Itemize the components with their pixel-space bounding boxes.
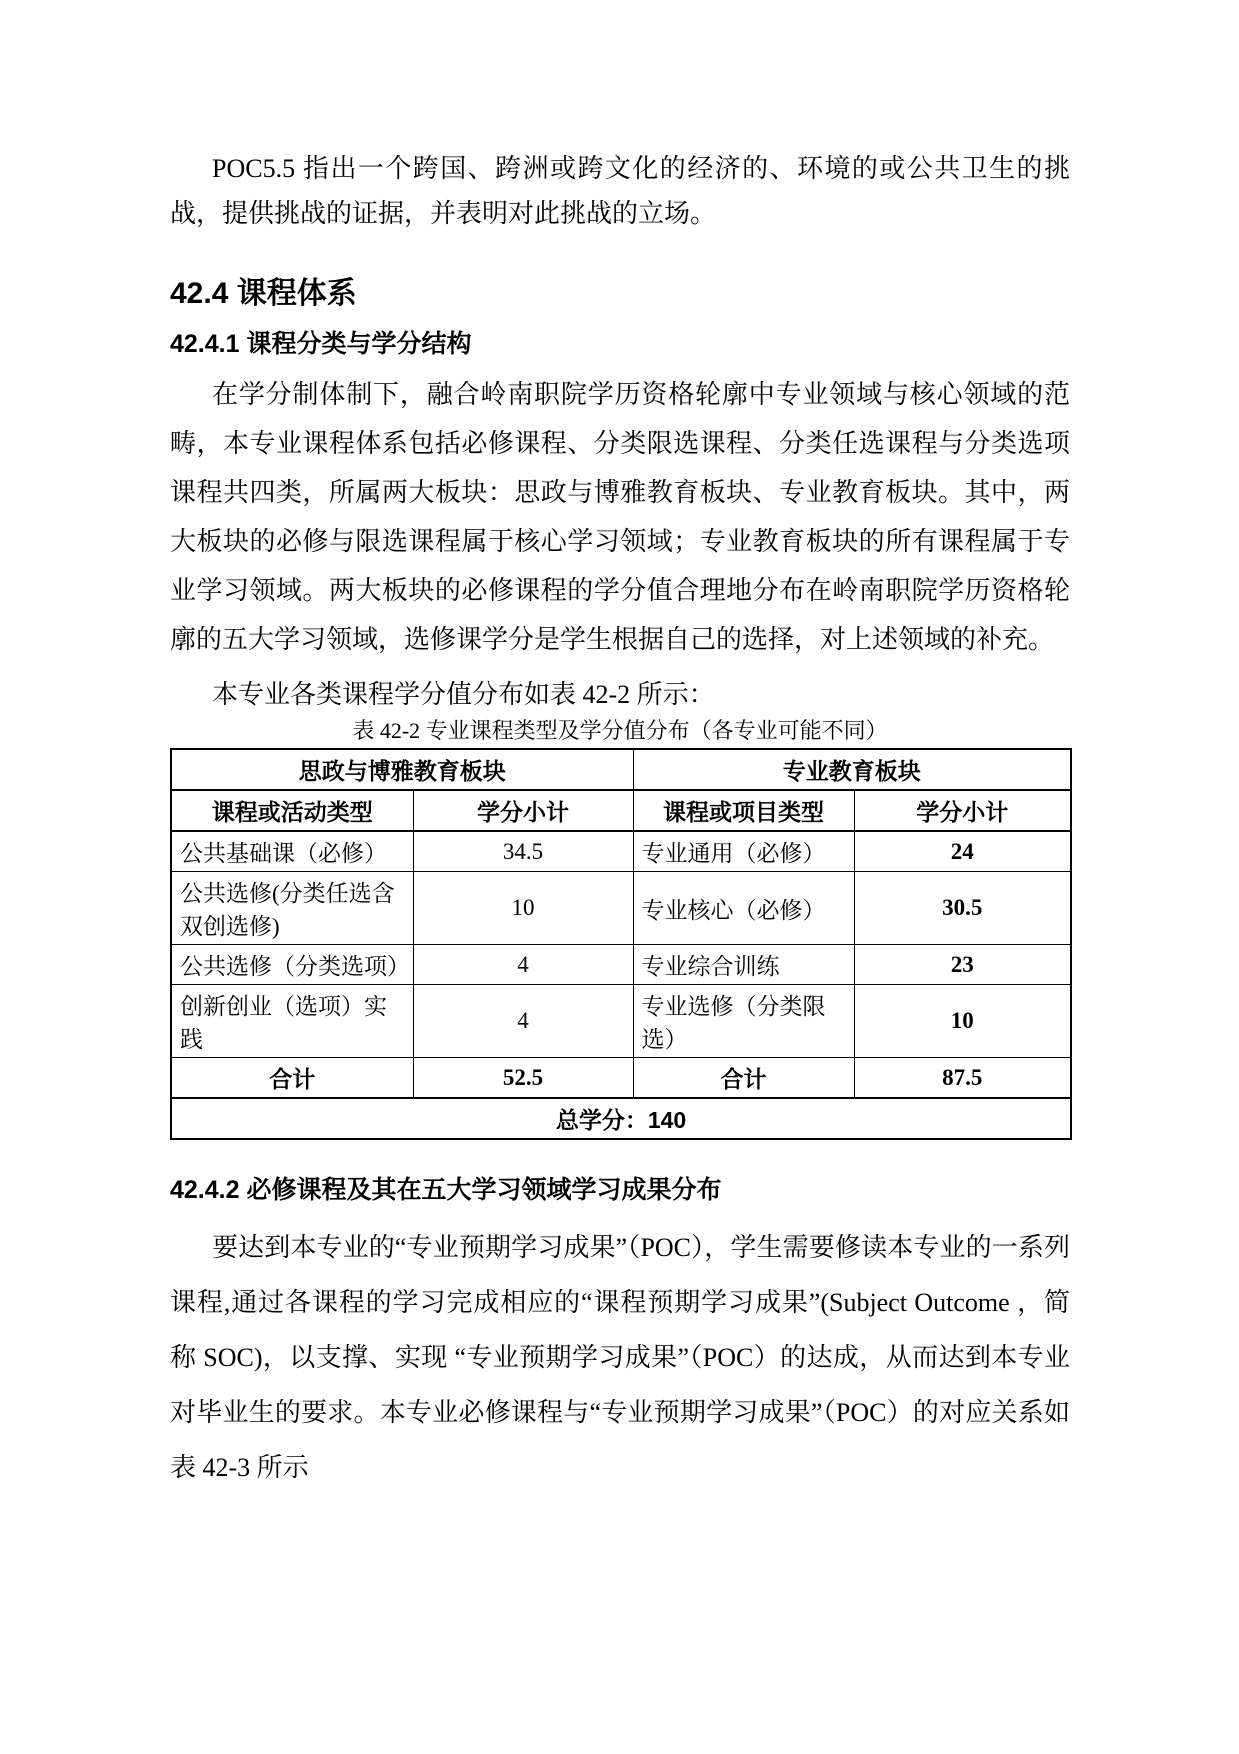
sub-heading-42-4-1: 42.4.1 课程分类与学分结构 [170,330,472,358]
table-cell: 24 [854,831,1071,872]
col-header-credit-subtotal-right: 学分小计 [854,790,1071,831]
table-cell: 专业核心（必修） [633,872,854,945]
table-cell: 公共选修（分类选项） [171,945,413,985]
table-row [171,872,1071,945]
table-caption: 表 42-2 专业课程类型及学分值分布（各专业可能不同） [352,718,888,743]
table-intro-line: 本专业各类课程学分值分布如表 42-2 所示： [212,680,715,709]
table-cell: 公共选修(分类任选含双创选修) [171,872,413,945]
credit-distribution-table [170,748,1072,1140]
table-total-row [171,1058,1071,1099]
table-cell: 34.5 [413,831,633,872]
col-header-course-activity-type: 课程或活动类型 [171,790,413,831]
table-cell: 10 [413,872,633,945]
table-row [171,985,1071,1058]
col-header-course-project-type: 课程或项目类型 [633,790,854,831]
total-label-left: 合计 [171,1058,413,1099]
paragraph-outcomes: 要达到本专业的“专业预期学习成果”（POC），学生需要修读本专业的一系列课程,通过各课程的学习完成相应的“课程预期学习成果”(Subject Outcome ，简称 SOC)，以支撑、实现 “专业预期学习成果”（POC）的达成，从而达到本专业对毕业生的要求。本专业必修课程与“专业预期学习成果”（POC）的对应关系如表 42-3 所示 [170,1233,1070,1482]
table-cell: 10 [854,985,1071,1058]
total-value-right: 87.5 [854,1058,1071,1099]
table-cell: 23 [854,945,1071,985]
table-cell: 4 [413,985,633,1058]
table-cell: 30.5 [854,872,1071,945]
section-heading-42-4: 42.4 课程体系 [170,277,357,310]
grand-total-cell: 总学分：140 [171,1098,1071,1139]
table-cell: 公共基础课（必修） [171,831,413,872]
table-cell: 创新创业（选项）实践 [171,985,413,1058]
total-label-right: 合计 [633,1058,854,1099]
table-grand-total-row [171,1098,1071,1139]
table-cell: 专业通用（必修） [633,831,854,872]
group-header-ideology-liberal: 思政与博雅教育板块 [171,749,633,790]
table-group-header-row [171,749,1071,790]
table-column-header-row [171,790,1071,831]
total-value-left: 52.5 [413,1058,633,1099]
table-row [171,831,1071,872]
table-cell: 4 [413,945,633,985]
table-row [171,945,1071,985]
paragraph-poc55: POC5.5 指出一个跨国、跨洲或跨文化的经济的、环境的或公共卫生的挑战，提供挑战的证据，并表明对此挑战的立场。 [170,154,1070,228]
group-header-professional: 专业教育板块 [633,749,1071,790]
table-cell: 专业选修（分类限选） [633,985,854,1058]
paragraph-curriculum: 在学分制体制下，融合岭南职院学历资格轮廓中专业领域与核心领域的范畴，本专业课程体系包括必修课程、分类限选课程、分类任选课程与分类选项课程共四类，所属两大板块：思政与博雅教育板块、专业教育板块。其中，两大板块的必修与限选课程属于核心学习领域；专业教育板块的所有课程属于专业学习领域。两大板块的必修课程的学分值合理地分布在岭南职院学历资格轮廓的五大学习领域，选修课学分是学生根据自己的选择，对上述领域的补充。 [170,380,1070,654]
col-header-credit-subtotal-left: 学分小计 [413,790,633,831]
table-cell: 专业综合训练 [633,945,854,985]
sub-heading-42-4-2: 42.4.2 必修课程及其在五大学习领域学习成果分布 [170,1176,722,1204]
